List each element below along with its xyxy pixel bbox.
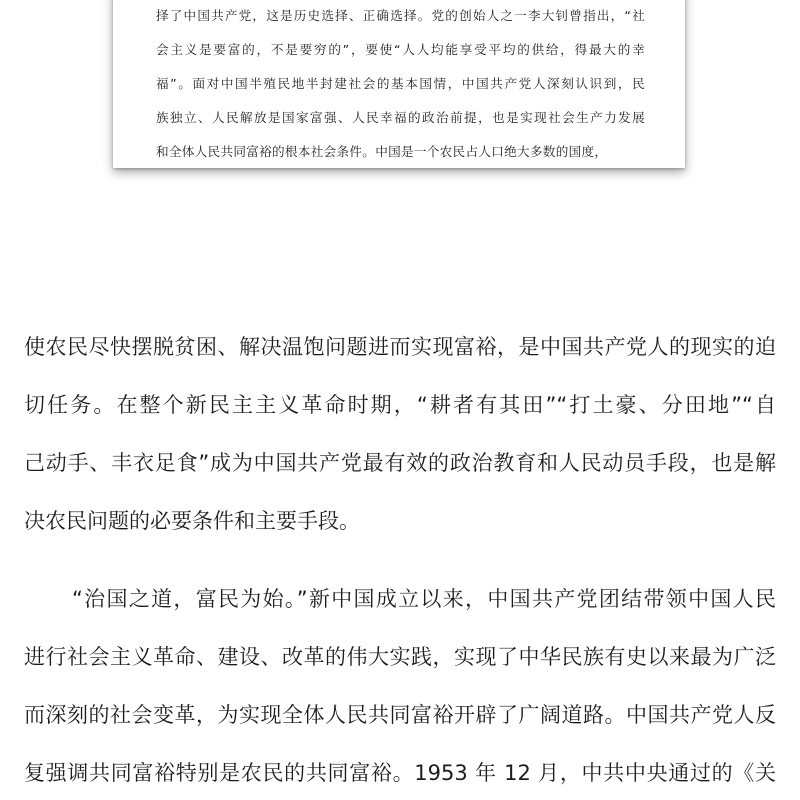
article-body (24, 318, 776, 800)
quote-line-3: 福”。面对中国半殖民地半封建社会的基本国情，中国共产党人深刻认识到，民 (156, 76, 645, 91)
quote-line-4: 族独立、人民解放是国家富强、人民幸福的政治前提，也是实现社会生产力发展 (156, 110, 645, 125)
paragraph-line: 决农民问题的必要条件和主要手段。 (24, 509, 360, 533)
paragraph-gap (24, 550, 776, 570)
paragraph-1 (24, 318, 776, 550)
paragraph-line: 进行社会主义革命、建设、改革的伟大实践，实现了中华民族有史以来最为广泛 (24, 645, 776, 669)
paragraph-line: 切任务。在整个新民主主义革命时期，“耕者有其田”“打土豪、分田地”“自 (24, 393, 776, 417)
quoted-image-card (113, 0, 685, 168)
quote-line-2: 会主义是要富的，不是要穷的”，要使“人人均能享受平均的供给，得最大的幸 (156, 42, 645, 57)
quote-line-1: 择了中国共产党，这是历史选择、正确选择。党的创始人之一李大钊曾指出，“社 (156, 8, 645, 23)
paragraph-line: 而深刻的社会变革，为实现全体人民共同富裕开辟了广阔道路。中国共产党人反 (24, 703, 776, 727)
paragraph-line: 己动手、丰衣足食”成为中国共产党最有效的政治教育和人民动员手段，也是解 (24, 451, 776, 475)
paragraph-line: “治国之道，富民为始。”新中国成立以来，中国共产党团结带领中国人民 (72, 587, 776, 611)
paragraph-line: 使农民尽快摆脱贫困、解决温饱问题进而实现富裕，是中国共产党人的现实的迫 (24, 335, 776, 359)
quote-line-5: 和全体人民共同富裕的根本社会条件。中国是一个农民占人口绝大多数的国度， (156, 144, 608, 159)
paragraph-2 (24, 570, 776, 800)
paragraph-line: 复强调共同富裕特别是农民的共同富裕。1953 年 12 月，中共中央通过的《关 (24, 761, 776, 785)
